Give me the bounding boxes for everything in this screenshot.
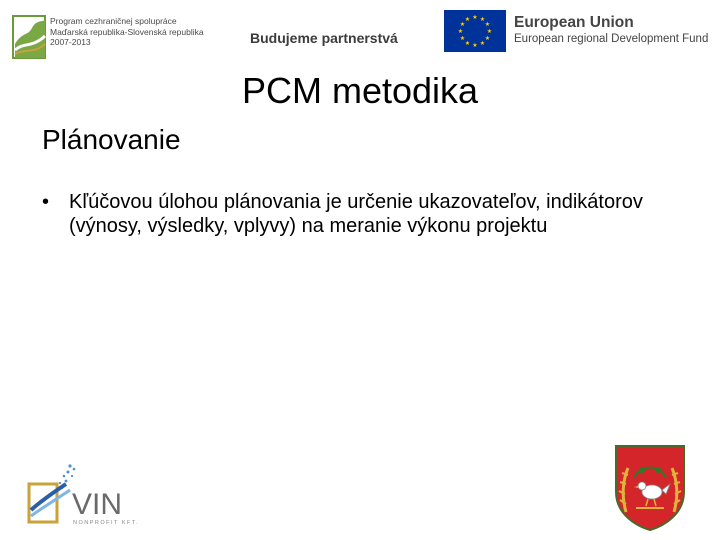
svg-text:★: ★ [484,21,491,28]
eu-subtitle: European regional Development Fund [514,33,709,45]
svg-text:★: ★ [479,40,486,47]
svg-text:★: ★ [486,28,493,35]
svg-text:★: ★ [464,16,471,23]
vin-logo-subtext: NONPROFIT KFT. [73,520,140,526]
program-logo-line: Program cezhraničnej spolupráce [50,16,177,26]
eu-title: European Union [514,14,634,31]
program-logo-text [50,16,204,48]
svg-text:★: ★ [472,14,478,21]
vin-logo-icon [26,462,146,532]
eu-logo-text [514,14,708,46]
program-logo-line: Maďarská republika-Slovenská republika [50,26,204,37]
slide-title [0,70,720,112]
svg-text:★: ★ [479,16,486,23]
svg-text:★: ★ [459,21,466,28]
svg-text:★: ★ [464,40,471,47]
hills-icon [12,14,48,60]
program-logo-line: 2007-2013 [50,37,91,47]
bullet-text: Kľúčovou úlohou plánovania je určenie ukazovateľov, indikátorov (výnosy, výsledky, vplyvy) na meranie výkonu projektu [69,191,643,237]
svg-text:★: ★ [459,35,466,42]
vin-logo-text: VIN [72,488,123,521]
slide-title-text: PCM metodika [241,70,479,111]
bullet-item [42,190,692,238]
partners-slogan: Budujeme partnerstvá [250,30,398,46]
bullet-list [42,190,692,238]
eu-flag-icon [444,10,506,52]
program-logo [12,14,212,64]
svg-text:★: ★ [457,28,464,35]
slide-subtitle: Plánovanie [42,124,181,155]
svg-text:★: ★ [472,42,478,49]
bullet-marker: • [42,191,50,213]
svg-text:★: ★ [484,35,491,42]
coat-of-arms-icon [612,442,688,532]
